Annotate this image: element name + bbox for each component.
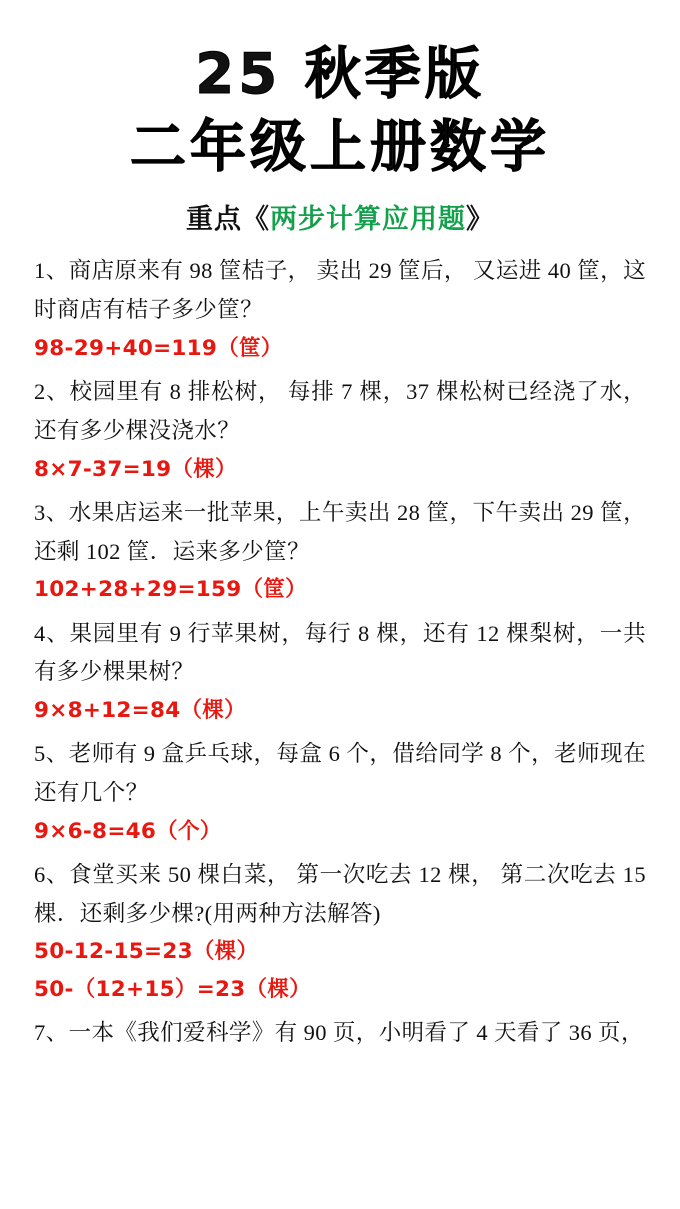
problem-question: 1、商店原来有 98 筐桔子， 卖出 29 筐后， 又运进 40 筐，这时商店有桔子多少筐？ [34,258,646,323]
subtitle-prefix: 重点《 [186,204,270,236]
subtitle-topic: 两步计算应用题 [270,204,466,236]
page-subtitle [34,197,646,236]
problem-list [34,252,646,1052]
problem-answer: 8×7-37=19（棵） [34,456,237,482]
problem-question: 7、一本《我们爱科学》有 90 页，小明看了 4 天看了 36 页， [34,1019,644,1045]
problem-item [34,856,646,1006]
problem-answer: 50-12-15=23（棵） [34,939,259,965]
problem-question: 2、校园里有 8 排松树， 每排 7 棵，37 棵松树已经浇了水，还有多少棵没浇水？ [34,379,646,443]
problem-answer: 98-29+40=119（筐） [34,335,283,361]
problem-question: 5、老师有 9 盒乒乓球，每盒 6 个，借给同学 8 个，老师现在还有几个？ [34,741,646,805]
problem-item [34,494,646,607]
subtitle-suffix: 》 [466,204,494,236]
problem-question: 6、食堂买来 50 棵白菜， 第一次吃去 12 棵， 第二次吃去 15 棵．还剩多少棵?(用两种方法解答) [34,861,646,926]
page-title-line1: 25 秋季版 [195,42,485,107]
problem-answer: 9×6-8=46（个） [34,818,222,844]
problem-question: 4、果园里有 9 行苹果树，每行 8 棵，还有 12 棵梨树，一共有多少棵果树？ [34,620,646,685]
problem-item [34,615,646,728]
problem-answer-alt: 50-（12+15）=23（棵） [34,976,311,1002]
problem-answer: 9×8+12=84（棵） [34,697,246,723]
problem-answer: 102+28+29=159（筐） [34,577,307,603]
problem-item [34,252,646,365]
page-title-line2: 二年级上册数学 [130,114,550,180]
problem-item [34,735,646,848]
problem-item [34,1014,646,1053]
problem-item [34,373,646,486]
problem-question: 3、水果店运来一批苹果，上午卖出 28 筐，下午卖出 29 筐，还剩 102 筐．运来多少筐？ [34,499,646,564]
